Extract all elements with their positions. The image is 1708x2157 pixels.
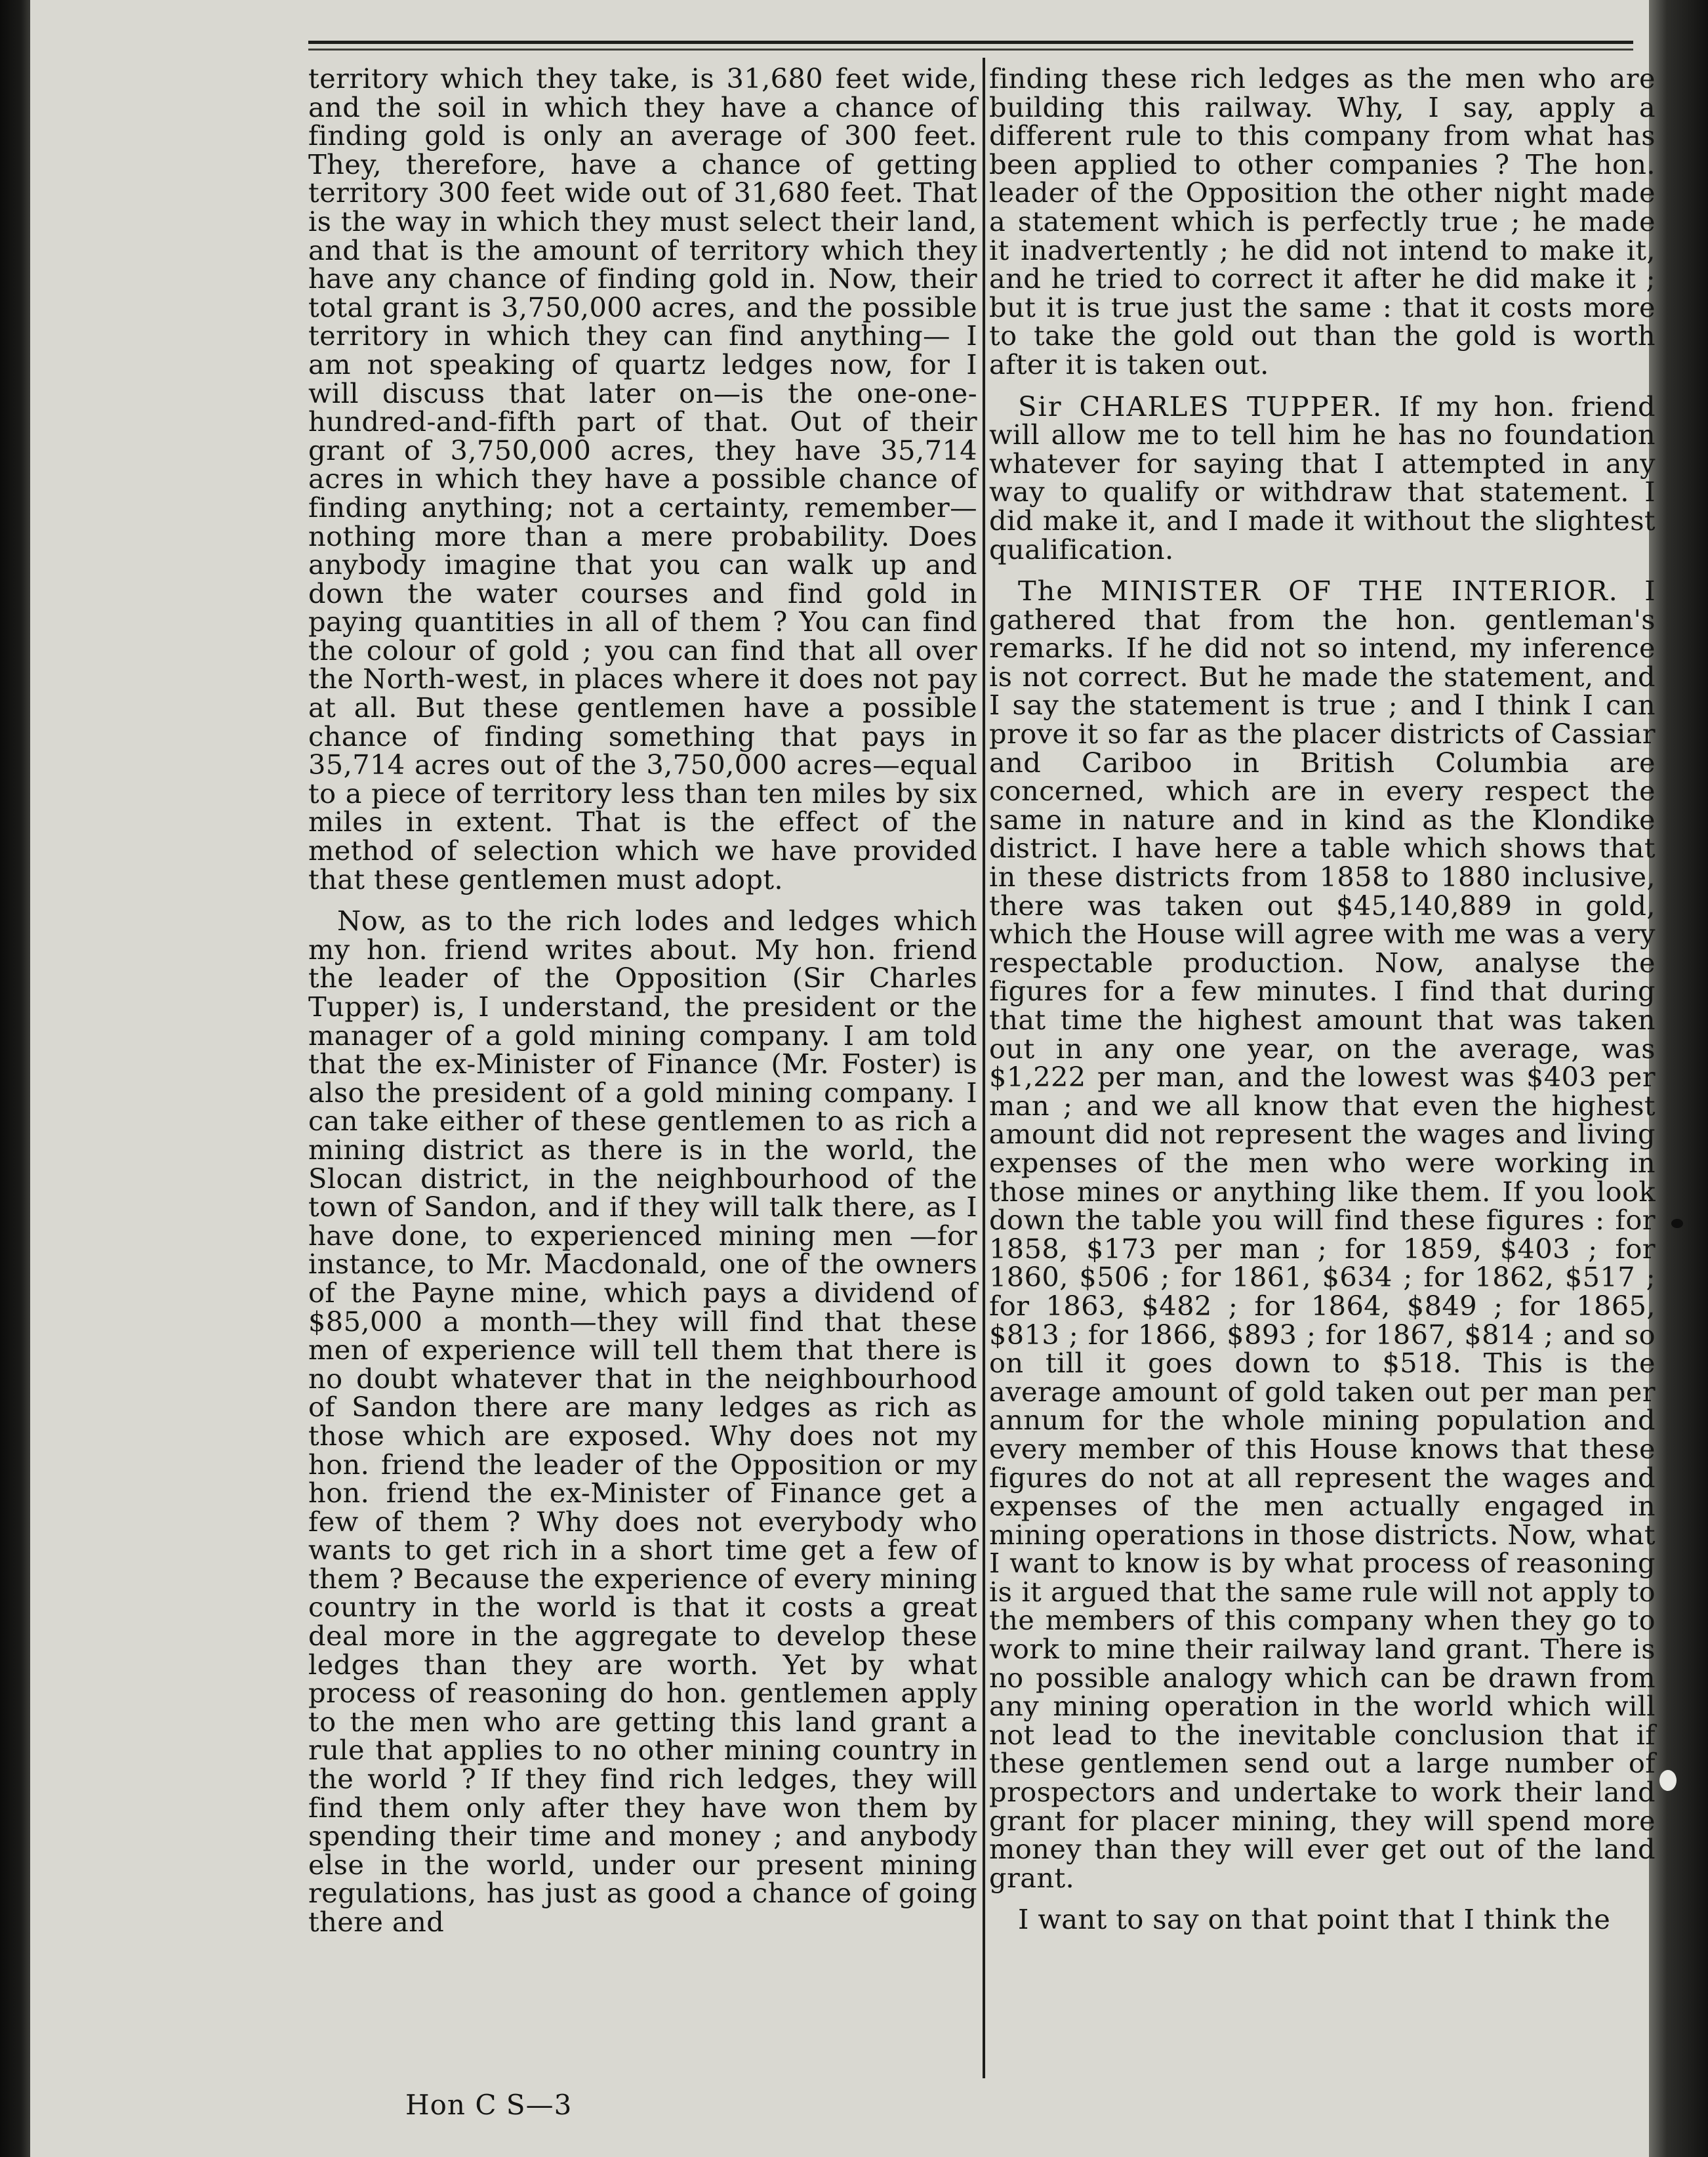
speech-text: If my hon. friend will allow me to tell him he has no foundation whatever for saying that I attempted in any way to qualify or withdraw that statement. I did make it, and I made it without the slightest qualification.	[989, 390, 1656, 565]
scan-right-border	[1649, 0, 1708, 2157]
scan-speck	[1671, 1219, 1683, 1228]
paragraph: Now, as to the rich lodes and ledges which my hon. friend writes about. My hon. friend the leader of the Opposition (Sir Charles Tupper) is, I understand, the president or the manager of a gold mining company. I am told that the ex-Minister of Finance (Mr. Foster) is also the president of a gold mining company. I can take either of these gentlemen to as rich a mining district as there is in the world, the Slocan district, in the neighbourhood of the town of Sandon, and if they will talk there, as I have done, to experienced mining men —for instance, to Mr. Macdonald, one of the owners of the Payne mine, which pays a dividend of $85,000 a month—they will find that these men of experience will tell them that there is no doubt whatever that in the neighbourhood of Sandon there are many ledges as rich as those which are exposed. Why does not my hon. friend the leader of the Opposition or my hon. friend the ex-Minister of Finance get a few of them ? Why does not everybody who wants to get rich in a short time get a few of them ? Because the experience of every mining country in the world is that it costs a great deal more in the aggregate to develop these ledges than they are worth. Yet by what process of reasoning do hon. gentlemen apply to the men who are getting this land grant a rule that applies to no other mining country in the world ? If they find rich ledges, they will find them only after they have won them by spending their time and money ; and anybody else in the world, under our present mining regulations, has just as good a chance of going there and	[308, 905, 977, 1938]
header-rule-thin	[308, 49, 1633, 51]
right-column	[989, 64, 1656, 1934]
speech-text: I gathered that from the hon. gentleman's remarks. If he did not so intend, my inference is not correct. But he made the statement, and I say the statement is true ; and I think I can prove it so far as the placer districts of Cassiar and Cariboo in British Columbia are concerned, which are in every respect the same in nature and in kind as the Klondike district. I have here a table which shows that in these districts from 1858 to 1880 inclusive, there was taken out $45,140,889 in gold, which the House will agree with me was a very respectable production. Now, analyse the figures for a few minutes. I find that during that time the highest amount that was taken out in any one year, on the average, was $1,222 per man, and the lowest was $403 per man ; and we all know that even the highest amount did not represent the wages and living expenses of the men who were working in those mines or anything like them. If you look down the table you will find these figures : for 1858, $173 per man ; for 1859, $403 ; for 1860, $506 ; for 1861, $634 ; for 1862, $517 ; for 1863, $482 ; for 1864, $849 ; for 1865, $813 ; for 1866, $893 ; for 1867, $814 ; and so on till it goes down to $518. This is the average amount of gold taken out per man per annum for the whole mining population and every member of this House knows that these figures do not at all represent the wages and expenses of the men actually engaged in mining operations in those districts. Now, what I want to know is by what process of reasoning is it argued that the same rule will not apply to the members of this company when they go to work to mine their railway land grant. There is no possible analogy which can be drawn from any mining operation in the world which will not lead to the inevitable conclusion that if these gentlemen send out a large number of prospectors and undertake to work their land grant for placer mining, they will spend more money than they will ever get out of the land grant.	[989, 575, 1656, 1894]
speaker-name: The MINISTER OF THE INTERIOR.	[1018, 575, 1619, 607]
header-rule	[308, 41, 1633, 44]
scan-left-border	[0, 0, 30, 2157]
paragraph: I want to say on that point that I think the	[1018, 1903, 1611, 1936]
page-signature: Hon C S—3	[405, 2089, 573, 2121]
speech-paragraph	[989, 392, 1656, 564]
paragraph: finding these rich ledges as the men who are building this railway. Why, I say, apply a different rule to this company from what has been applied to other companies ? The hon. leader of the Opposition the other night made a statement which is perfectly true ; he made it inadvertently ; he did not intend to make it, and he tried to correct it after he did make it ; but it is true just the same : that it costs more to take the gold out than the gold is worth after it is taken out.	[989, 62, 1656, 380]
left-column	[308, 64, 977, 1937]
column-divider	[983, 58, 985, 2078]
speaker-name: Sir CHARLES TUPPER.	[1018, 390, 1383, 422]
paragraph: territory which they take, is 31,680 feet wide, and the soil in which they have a chance of finding gold is only an average of 300 feet. They, therefore, have a chance of getting territory 300 feet wide out of 31,680 feet. That is the way in which they must select their land, and that is the amount of territory which they have any chance of finding gold in. Now, their total grant is 3,750,000 acres, and the possible territory in which they can find anything— I am not speaking of quartz ledges now, for I will discuss that later on—is the one-one-hundred-and-fifth part of that. Out of their grant of 3,750,000 acres, they have 35,714 acres in which they have a possible chance of finding anything; not a certainty, remember—nothing more than a mere probability. Does anybody imagine that you can walk up and down the water courses and find gold in paying quantities in all of them ? You can find the colour of gold ; you can find that all over the North-west, in places where it does not pay at all. But these gentlemen have a possible chance of finding something that pays in 35,714 acres out of the 3,750,000 acres—equal to a piece of territory less than ten miles by six miles in extent. That is the effect of the method of selection which we have provided that these gentlemen must adopt.	[308, 62, 977, 895]
scan-speck	[1659, 1770, 1677, 1791]
speech-paragraph	[989, 577, 1656, 1892]
